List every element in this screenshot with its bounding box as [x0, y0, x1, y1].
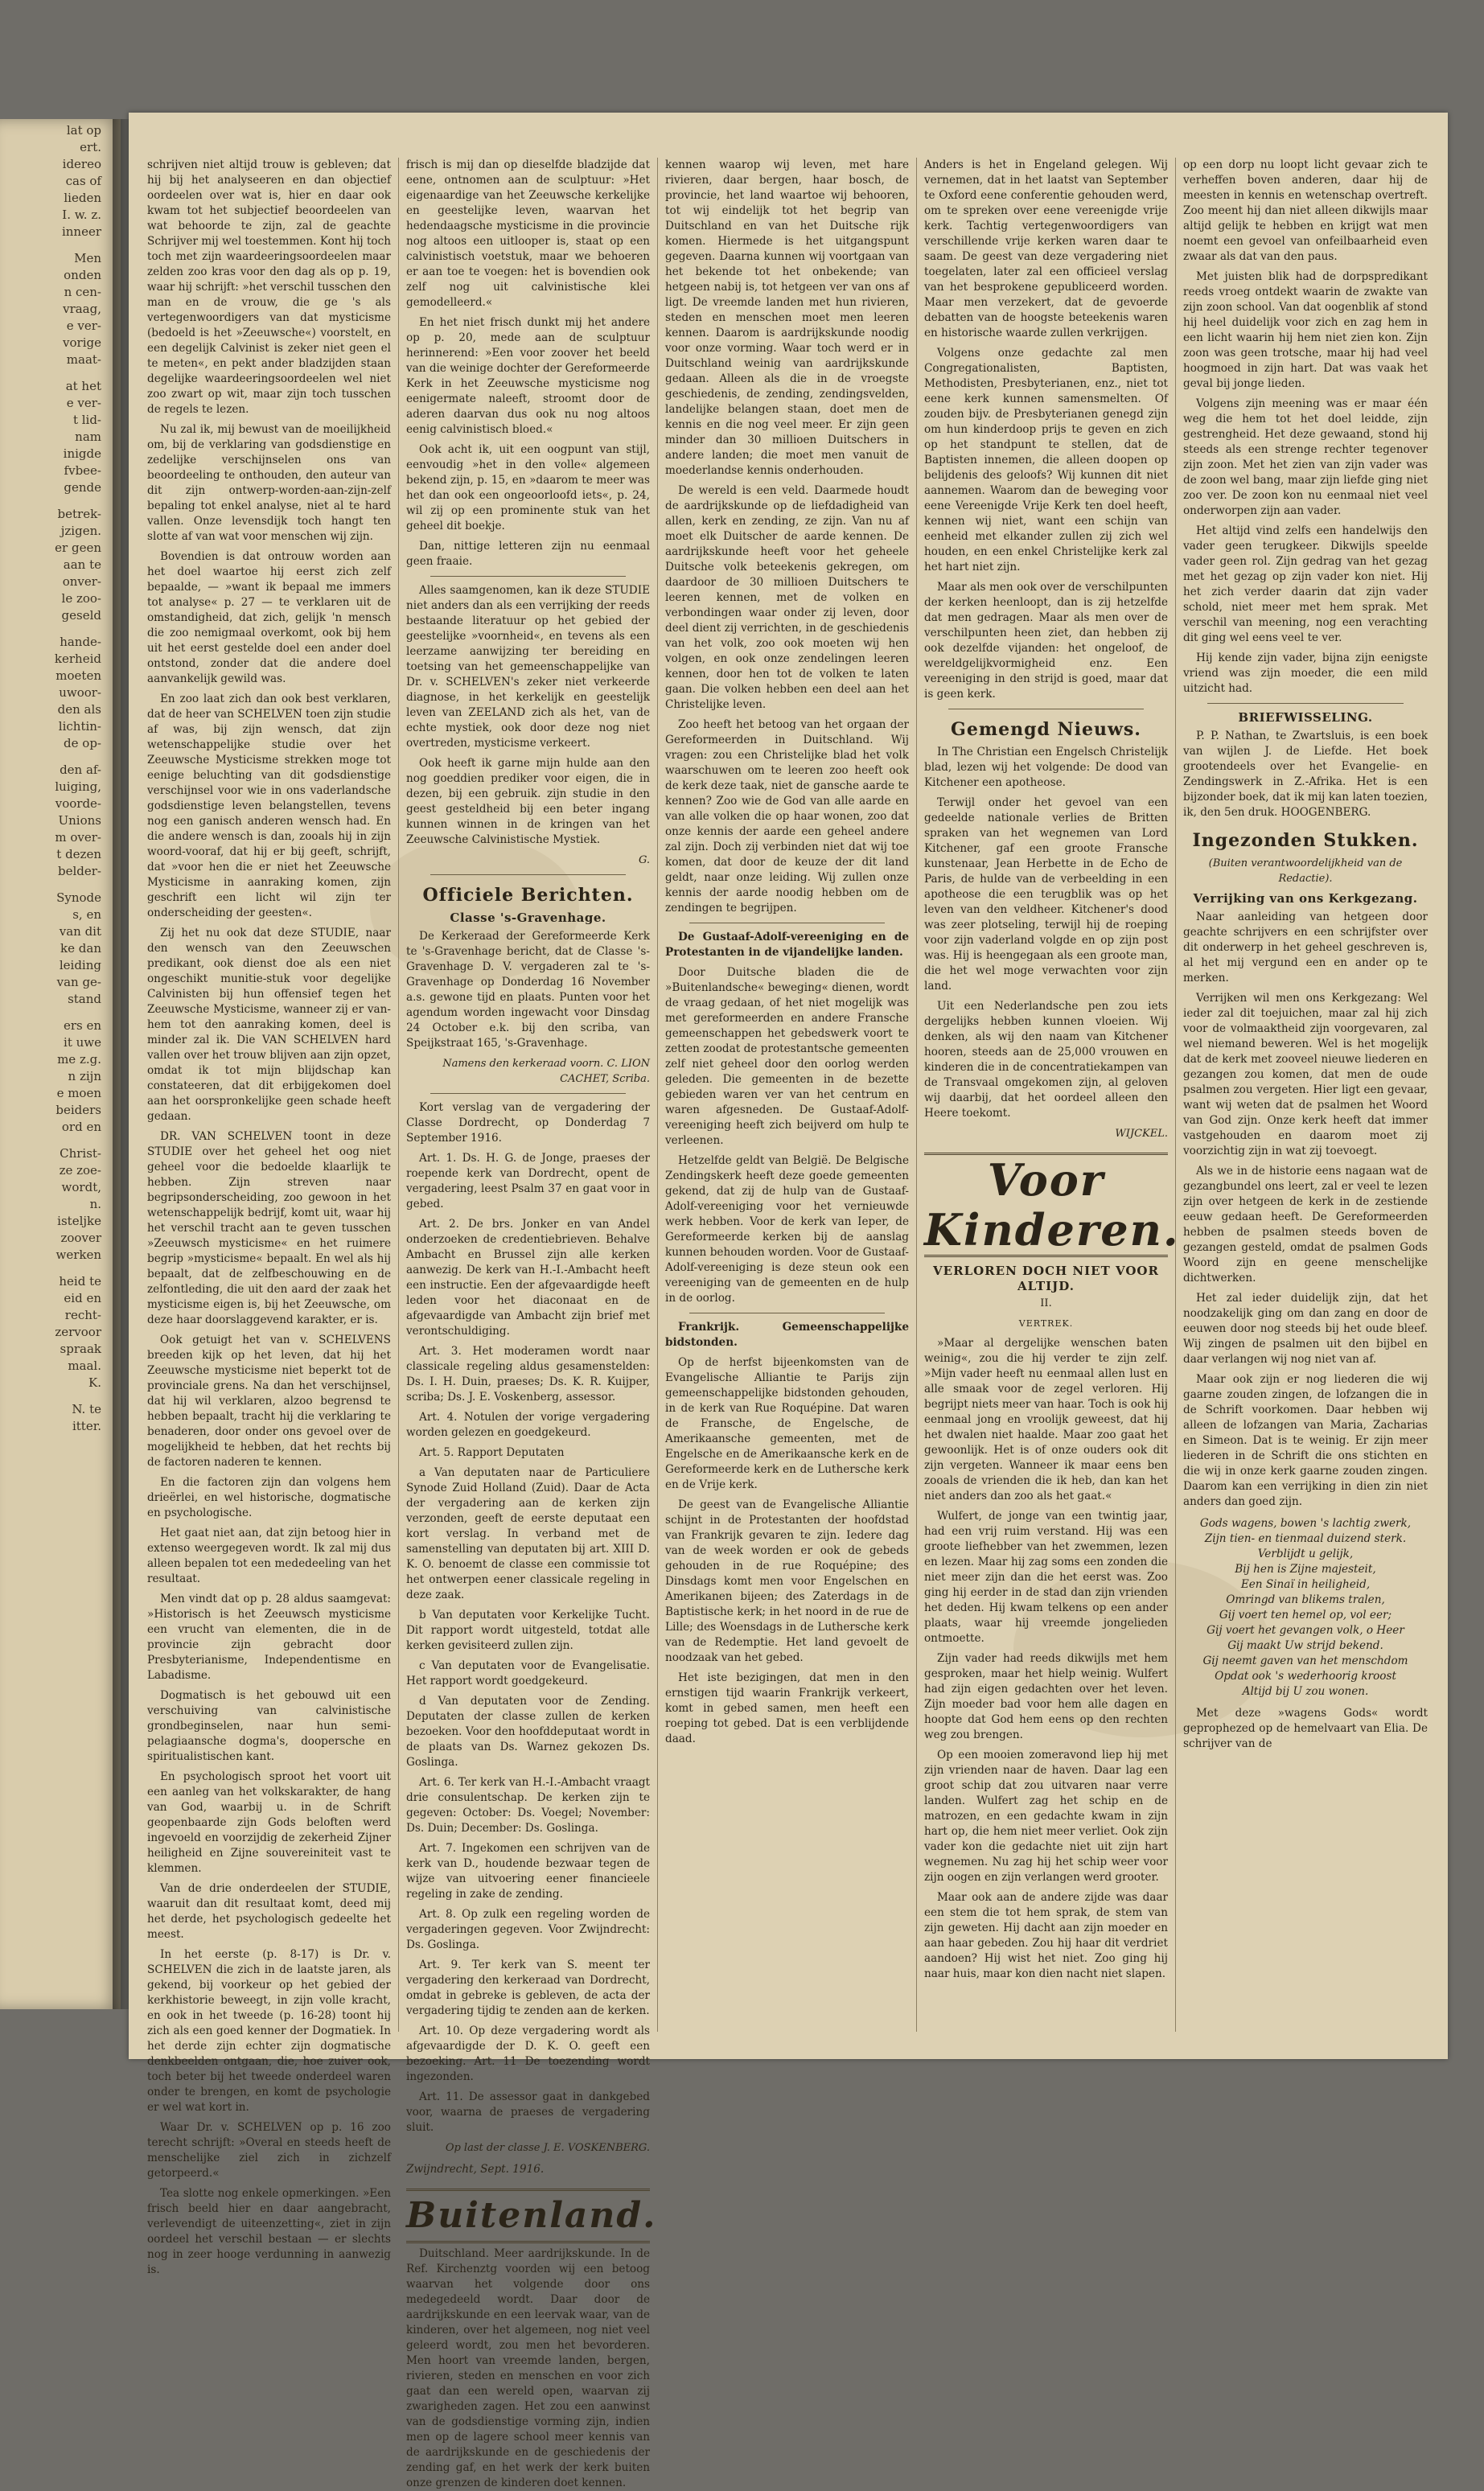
previous-page-line: onden: [64, 268, 101, 282]
previous-page-line: idereo: [62, 157, 101, 171]
paragraph: schrijven niet altijd trouw is gebleven; dat hij bij het analyseeren en dan objectief oordeelen over wat is, hier en daar ook kwam tot het subjectief beoordeelen van wat behoorde te zijn, zal de geachte Schrijver mij wel toestemmen. Kont hij toch toch met zijn waardeeringsoordeelen maar zelden zoo kras voor den dag als op p. 19, waar hij schrijft: »het verschil tusschen den man en de vrouw, die ge 's als vertegenwoordigers van dat mysticisme (bedoeld is het »Zeeuwsche«) voorstelt, en een degelijk Calvinist is zeker niet geen el te meten«, en pekt ander bladzijden staan degelijke waardeeringsoordeelen wel niet zoo zwart op wit, maar zijn toch tusschen de regels te lezen.: [147, 158, 391, 416]
paragraph: Het gaat niet aan, dat zijn betoog hier in extenso weergegeven wordt. Ik zal mij dus alleen bepalen tot een mededeeling van het resultaat.: [147, 1527, 391, 1585]
paragraph: Art. 5. Rapport Deputaten: [419, 1446, 565, 1459]
previous-page-line: maat-: [66, 352, 101, 367]
previous-page-line: s, en: [72, 907, 101, 922]
previous-page-line: lieden: [64, 191, 101, 205]
previous-page-line: belder-: [58, 864, 101, 878]
paragraph: c Van deputaten voor de Evangelisatie. Het rapport wordt goedgekeurd.: [406, 1659, 650, 1687]
columns: [140, 158, 1437, 2489]
previous-page-line: n.: [89, 1197, 101, 1211]
divider: [430, 874, 626, 875]
column-1: [140, 158, 399, 2276]
story-subpart: VERTREK.: [1018, 1318, 1074, 1329]
previous-page-line: van dit: [59, 924, 101, 939]
previous-page-line: zoover: [60, 1231, 101, 1245]
previous-page-line: Christ-: [60, 1146, 101, 1161]
paragraph: Verrijken wil men ons Kerkgezang: Wel ieder zal dit toejuichen, maar zal hij zich voor de volmaaktheid zijn voorgevaren, zal wel niemand beweren. Wel is het mogelijk dat de kerk met zooveel nieuwe liederen en gezangen zou komen, dat men de oude psalmen zou vergeten. Hier ligt een gevaar, want wij weten dat de psalmen het Woord van God zijn. Onze kerk heeft dat immer vastgehouden en daarom moet zij voorzichtig zijn in wat zij toevoegt.: [1183, 992, 1428, 1157]
divider: [430, 576, 626, 577]
paragraph: Zoo heeft het betoog van het orgaan der Gereformeerden in Duitschland. Wij vragen: zou een Christelijke blad het volk waarschuwen om te leeren zoo heeft ook de kerk deze taak, niet de gansche aarde te kennen? Zoo wie de God van alle aarde en van alle volken die op haar wonen, zoo dat onze kennis der aarde een geheel andere zal zijn. Doch zij verbinden niet dat wij toe komen, dat door de keuze der dit land geldt, naar onze leiding. Wij zullen onze kennis der aarde noodig hebben om de zendingen te begrijpen.: [665, 718, 909, 915]
paragraph: Art. 10. Op deze vergadering wordt als afgevaardigde der D. K. O. geeft een bezoeking. Art. 11 De toezending wordt ingezonden.: [406, 2024, 650, 2083]
paragraph: Hetzelfde geldt van België. De Belgische Zendingskerk heeft deze goede gemeenten gekend, dat zij de hulp van de Gustaaf-Adolf-vereeniging voor het vernieuwde werk hebben. Voor de kerk van Ieper, de Gereformeerde kerken bij de aanslag kunnen behouden worden. Voor de Gustaaf-Adolf-vereeniging is deze steun ook een vereeniging van de gemeenten en de hulp in de oorlog.: [665, 1154, 909, 1305]
column-4: [917, 158, 1180, 2032]
poem-line: Bij hen is Zijne majesteit,: [1235, 1563, 1376, 1576]
paragraph: Het zal ieder duidelijk zijn, dat het noodzakelijk ging om dan zang en door de eeuwen door nog steeds bij het oude bleef. Wij zingen de psalmen uit den bijbel en daar verlangen wij nog niet van af.: [1183, 1292, 1428, 1366]
previous-page-line: hande-: [60, 635, 101, 649]
paragraph: Art. 2. De brs. Jonker en van Andel onderzoeken de credentiebrieven. Behalve Ambacht en Brussel zijn alle kerken aanwezig. De kerk van H.-I.-Ambacht heeft een instructie. Een der afgevaardigde heeft leden voor het diaconaat en de afgevaardigde van Ambacht zijn brief met verontschuldiging.: [406, 1218, 650, 1338]
previous-page-line: uwoor-: [59, 685, 101, 700]
paragraph: Art. 9. Ter kerk van S. meent ter vergadering den kerkeraad van Dordrecht, omdat in gebreke is gebleven, de acta der vergadering tijdig te zenden aan de kerken.: [406, 1959, 650, 2017]
previous-page-line: voorde-: [55, 796, 101, 811]
paragraph: Duitschland. Meer aardrijkskunde. In de Ref. Kirchenztg voorden wij een betoog waarvan het volgende door ons medegedeeld wordt. Daar door de aardrijkskunde en een leervak waar, van de kinderen, over het algemeen, nog niet veel geleerd wordt, zou men het bevorderen. Men hoort van vreemde landen, bergen, rivieren, steden en menschen en voor zich gaat dan een wereld open, waarvan zij zwarigheden zagen. Het zou een aanwinst van de godsdienstige vorming zijn, indien men op de lagere school meer kennis van de aardrijkskunde en de geschiedenis der zending gaf, en het werk der kerk buiten onze grenzen de kinderen doet kennen.: [406, 2247, 650, 2489]
previous-page-line: ert.: [80, 140, 101, 154]
poem-line: Gij voert het gevangen volk, o Heer: [1207, 1624, 1404, 1637]
previous-page-line: inneer: [61, 224, 101, 239]
previous-page-line: stand: [68, 992, 101, 1006]
paragraph: Terwijl onder het gevoel van een gedeelde nationale verlies de Britten spraken van het wegnemen van Lord Kitchener, gaf een groote Fransche kunstenaar, Jean Herbette in de Echo de Paris, de hulde van de verbeelding in een apotheose die een terugblik was op het leven van den veldheer. Kitchener's dood was zeer plotseling, terwijl hij de roeping voor zijn vaderland volgde en op zijn post was. Hij is heengegaan als een groote man, die het wel moge verwachten voor zijn land.: [924, 796, 1168, 993]
previous-page-line: vorige: [63, 335, 101, 350]
previous-page-line: Men: [74, 251, 101, 265]
paragraph: En het niet frisch dunkt mij het andere op p. 20, mede aan de sculptuur herinnerend: »Een voor zoover het beeld van die weinige dochter der Gereformeerde Kerk in het Zeeuwsche mysticisme nog eenigermate naleeft, stroomt door de aderen daarvan dus ook nu nog altoos eenig calvinistisch bloed.«: [406, 316, 651, 436]
previous-page-line: den als: [57, 702, 101, 717]
previous-page-line: moeten: [55, 668, 101, 683]
previous-page-line: van ge-: [56, 975, 101, 989]
paragraph: Met deze »wagens Gods« wordt geprophezed op de hemelvaart van Elia. De schrijver van de: [1183, 1707, 1428, 1750]
paragraph: Op de herfst bijeenkomsten van de Evangelische Alliantie te Parijs zijn gemeenschappelijke bidstonden gehouden, in de kerk van Rue Roquépine. Dat waren de Fransche, de Engelsche, de Amerikaansche gemeenten, met de Engelsche en de Amerikaansche kerk en de Gereformeerde kerk en de Luthersche kerk en de Vrije kerk.: [665, 1356, 909, 1491]
previous-page-line: lichtin-: [58, 719, 101, 734]
previous-page-line: ke dan: [60, 941, 101, 956]
previous-page-line: er geen: [55, 541, 101, 555]
paragraph: Dogmatisch is het gebouwd uit een verschuiving van calvinistische grondbeginselen, naar hun semi-pelagiaansche dogma's, doopersche en spiritualistischen kant.: [147, 1689, 391, 1763]
previous-page-line: fvbee-: [64, 463, 101, 478]
previous-page-line: kerheid: [54, 652, 101, 666]
paragraph: Art. 6. Ter kerk van H.-I.-Ambacht vraagt drie consulentschap. De kerken zijn te gegeven: October: Ds. Voegel; November: Ds. Duin; December: Ds. Goslinga.: [406, 1776, 650, 1835]
poem-line: Gij voert ten hemel op, vol eer;: [1219, 1609, 1392, 1622]
paragraph: Uit een Nederlandsche pen zou iets dergelijks hebben kunnen vloeien. Wij denken, als wij den naam van Kitchener hooren, steeds aan de 25,000 vrouwen en kinderen die in de concentratiekampen van de Transvaal omgekomen zijn, al geloven wij daarbij, dat het oordeel alleen den Heere toekomt.: [924, 1000, 1168, 1120]
signature: Op last der classe J. E. VOSKENBERG.: [445, 2142, 650, 2154]
poem-line: Een Sinaï in heiligheid,: [1240, 1578, 1371, 1591]
paragraph: a Van deputaten naar de Particuliere Synode Zuid Holland (Zuid). Daar de Acta der vergadering aan de kerken zijn verzonden, geeft de eerste deputaat een kort verslag. In verband met de samenstelling van deputaten bij art. XIII D. K. O. benoemt de classe een commissie tot het ontwerpen eener classicale regeling in deze zaak.: [406, 1466, 650, 1601]
previous-page-line: wordt,: [61, 1180, 101, 1194]
previous-page-text: [0, 119, 121, 1435]
poem-line: Opdat ook 's wederhoorig kroost: [1215, 1670, 1396, 1683]
previous-page-line: e ver-: [66, 396, 101, 410]
previous-page-line: N. te: [72, 1402, 101, 1416]
paragraph: b Van deputaten voor Kerkelijke Tucht. Dit rapport wordt uitgesteld, totdat alle kerken gevisiteerd zullen zijn.: [406, 1609, 650, 1652]
previous-page-line: spraak: [60, 1342, 101, 1356]
previous-page-line: aan te: [63, 557, 101, 572]
paragraph: Volgens zijn meening was er maar één weg die hem tot het doel leidde, zijn gestrengheid. Het deze gewaand, stond hij steeds als een strenge rechter tegenover zijn zoon. Met het zien van zijn vader was de zoon wel bang, maar zijn liefde ging niet zoo ver. De zoon kon nu eenmaal niet veel onderworpen zijn aan vader.: [1183, 397, 1428, 517]
paragraph: kennen waarop wij leven, met hare rivieren, daar bergen, haar bosch, de provincie, het land waartoe wij behooren, tot wij eindelijk tot het begrip van Duitschland en van het Duitsche rijk komen. Hiermede is het uitgangspunt gegeven. Daarna kunnen wij voortgaan van het bekende tot het onbekende; van hetgeen nabij is, tot hetgeen ver van ons af ligt. De vreemde landen met hun rivieren, steden en menschen moet men leeren kennen. Daarom is aardrijkskunde noodig voor onze vorming. Waar toch werd er in Duitschland weinig van aardrijkskunde gedaan. Alleen als die in de vroegste geschiedenis, de zending, zendingsvelden, landelijke belangen staan, doet men de kennis en die nog veel meer. Er zijn geen minder dan 30 millioen Duitschers in andere landen; die moet men vanuit de moederlandse kennis onderhouden.: [665, 158, 909, 477]
article-heading: De Gustaaf-Adolf-vereeniging en de Protestanten in de vijandelijke landen.: [665, 931, 909, 959]
previous-page-line: heid te: [59, 1274, 101, 1289]
section-title-officiele-berichten: Officiele Berichten.: [422, 885, 634, 906]
previous-page-line: werken: [55, 1248, 101, 1262]
paragraph: Maar als men ook over de verschilpunten der kerken heenloopt, dan is zij hetzelfde dat men gedragen. Maar als men over de verschilpunten heen ziet, dan hebben zij ook dezelfde vijanden: het ongeloof, de wereldgelijkvormigheid enz. Een vereeniging in den strijd is goed, maar dat is geen kerk.: [924, 581, 1168, 701]
section-title-gemengd-nieuws: Gemengd Nieuws.: [951, 719, 1141, 740]
paragraph: Ook heeft ik garne mijn hulde aan den nog goeddien prediker voor eigen, die in dezen, bij een gebruik. zijn studie in den geest gesteldheid bij een beter ingang kunnen winnen in de kringen van het Zeeuwsche Calvinistische Mystiek.: [406, 757, 650, 846]
divider: [1207, 703, 1404, 704]
previous-page-line: I. w. z.: [62, 208, 101, 222]
poem-line: Verblijdt u gelijk,: [1257, 1548, 1354, 1560]
previous-page-line: Synode: [56, 890, 101, 905]
previous-page-line: itter.: [72, 1419, 101, 1433]
poem: [1183, 1516, 1428, 1700]
paragraph: Het iste bezigingen, dat men in den ernstigen tijd waarin Frankrijk verkeert, komt in gebed samen, men heeft een roeping tot gebed. Dat is een verblijdende daad.: [665, 1671, 909, 1745]
article-title: Verrijking van ons Kerkgezang.: [1193, 891, 1418, 906]
paragraph: Op een mooien zomeravond liep hij met zijn vrienden naar de haven. Daar lag een groot schip dat zou uitvaren naar verre landen. Wulfert zag het schip en de matrozen, en een gedachte kwam in zijn hart op, die hem niet meer verliet. Ook zijn vader kon die gedachte niet uit zijn hart wegnemen. Nu zag hij het schip weer voor zijn oogen en zijn verlangen werd grooter.: [924, 1749, 1168, 1884]
paragraph: Bovendien is dat ontrouw worden aan het doel waartoe hij eerst zich zelf bepaalde, — »want ik bepaal me immers tot analyse« p. 27 — te verklaren uit de omstandigheid, dat zich, gelijk 'n mensch die zoo nemigmaal overkomt, ook bij hem uit het eerst gestelde doel een ander doel ontstond, zonder dat die andere doel aanvankelijk gewild was.: [147, 550, 391, 685]
paragraph: Zij het nu ook dat deze STUDIE, naar den wensch van den Zeeuwschen predikant, ook dienst doe als een niet ongeschikt munitie-stuk voor degelijke Calvinisten bij hun offensief tegen het Zeeuwsche Mysticisme, wanneer zij er van-hem tot den aanraking komen, deel is minder zal ik. Die VAN SCHELVEN hard vallen over het trouw blijven aan zijn opzet, omdat ik tot mijn blijdschap kan constateeren, dat dit erbijgekomen doel aan het oorspronkelijke geen schade heeft gedaan.: [147, 927, 391, 1123]
poem-line: Gods wagens, bowen 's lachtig zwerk,: [1199, 1517, 1412, 1530]
paragraph: Van de drie onderdeelen der STUDIE, waaruit dan dit resultaat komt, deed mij het derde, het psychologisch gedeelte het meest.: [147, 1882, 391, 1941]
section-title-voor-kinderen: Voor Kinderen.: [924, 1154, 1180, 1256]
paragraph: Met juisten blik had de dorpspredikant reeds vroeg ontdekt waarin de zwakte van zijn zoon school. Van dat oogenblik af stond hij heel duidelijk voor zich en zag hem in een licht waarin hij hem niet zien kon. Zijn zoon was geen trotsche, maar hij had veel hoogmoed in zijn hart. Dat was vaak het geval bij jonge lieden.: [1183, 270, 1428, 390]
paragraph: Art. 11. De assessor gaat in dankgebed voor, waarna de praeses de vergadering sluit.: [406, 2090, 650, 2134]
previous-page-line: gende: [64, 480, 101, 495]
previous-page-line: me z.g.: [57, 1052, 101, 1067]
previous-page-line: cas of: [65, 174, 101, 188]
paragraph: Maar ook zijn er nog liederen die wij gaarne zouden zingen, de lofzangen die in de Schrift voorkomen. Daar hebben wij alleen de lofzangen van Maria, Zacharias en Simeon. Dat is te weinig. Er zijn meer liederen in de Schrift die ons stichten en die wij in onze kerk gaarne zouden zingen. Daarom kan een verrijking in dien zin niet anders dan goed zijn.: [1183, 1373, 1428, 1508]
previous-page-line: t lid-: [72, 413, 101, 427]
poem-line: Omringd van blikems tralen,: [1226, 1593, 1385, 1606]
column-3: [658, 158, 917, 2032]
previous-page-line: inigde: [63, 446, 101, 461]
previous-page-line: eid en: [64, 1291, 101, 1305]
previous-page-line: vraag,: [63, 302, 101, 316]
paragraph: Maar ook aan de andere zijde was daar een stem die tot hem sprak, de stem van zijn geweten. Hij dacht aan zijn moeder en aan haar gebeden. Zou hij haar dit verdriet aandoen? Hij wist het niet. Zoo ging hij naar huis, maar kon dien nacht niet slapen.: [924, 1891, 1168, 1980]
column-2: [399, 158, 658, 2489]
paragraph: Ook acht ik, uit een oogpunt van stijl, eenvoudig »het in den volle« algemeen bekend zijn, p. 15, en »daarom te meer was het dan ook een ongeoorloofd iets«, p. 24, wil zij op een prominente stuk van het geheel dit boekje.: [406, 443, 650, 532]
paragraph: Waar Dr. v. SCHELVEN op p. 16 zoo terecht schrijft: »Overal en steeds heeft de menschelijke ziel zich in zichzelf getorpeerd.«: [147, 2121, 391, 2180]
paragraph: En die factoren zijn dan volgens hem drieërlei, en wel historische, dogmatische en psychologische.: [147, 1476, 391, 1519]
paragraph: frisch is mij dan op dieselfde bladzijde dat eene, ontnomen aan de sculptuur: »Het eigenaardige van het Zeeuwsche kerkelijke en geestelijke leven, waarvan het hedendaagsche mysticisme in die provincie nog altoos een uitlooper is, staat op een calvinistisch voetstuk, maar we behoeren er aan toe te voegen: het is bovendien ook zelf nog uit calvinistische klei gemodelleerd.«: [406, 158, 650, 309]
paragraph: Als we in de historie eens nagaan wat de gezangbundel ons leert, zal er veel te lezen zijn over hetgeen de kerk in de zestiende eeuw gedaan heeft. De Gereformeerden hebben de psalmen steeds boven de gezangen gesteld, omdat de psalmen Gods Woord zijn en geene menschelijke dichtwerken.: [1183, 1165, 1428, 1285]
signature: WIJCKEL.: [1115, 1128, 1168, 1140]
paragraph: Alles saamgenomen, kan ik deze STUDIE niet anders dan als een verrijking der reeds bestaande literatuur op het gebied der geestelijke »voornheid«, en tevens als een leerzame aanwijzing ter bereiding en toetsing van het gemeenschappelijke van Dr. v. SCHELVEN's zeker niet verkeerde diagnose, in het kerkelijk en geestelijk leven van ZEELAND zich als het, van de echte mystiek, ook door deze nog niet overtreden, mysticisme verkeert.: [406, 584, 650, 750]
previous-page-line: le zoo-: [61, 591, 101, 606]
divider: [430, 1093, 626, 1094]
signature: Namens den kerkeraad voorn. C. LION CACHET, Scriba.: [442, 1058, 650, 1085]
previous-page-line: n zijn: [68, 1069, 101, 1083]
previous-page-line: K.: [88, 1375, 101, 1390]
paragraph: In het eerste (p. 8-17) is Dr. v. SCHELVEN die zich in de laatste jaren, als gekend, bij voorkeur op het gebied der kerkhistorie beweegt, in zijn volle kracht, en ook in het tweede (p. 16-28) toont hij zich als een goed kenner der Dogmatiek. In het derde zijn echter zijn dogmatische denkbeelden ontgaan, die, hoe zuiver ook, toch beter bij het tweede onderdeel waren onder te brengen, en komt de psychologie er wel wat kort in.: [147, 1948, 391, 2114]
paragraph: Zijn vader had reeds dikwijls met hem gesproken, maar het hielp weinig. Wulfert had zijn eigen gedachten over het leven. Zijn moeder bad voor hem alle dagen en hoopte dat God hem eens op den rechten weg zou brengen.: [924, 1652, 1168, 1741]
section-title-buitenland: Buitenland.: [406, 2189, 650, 2243]
article-heading: Frankrijk. Gemeenschappelijke bidstonden.: [665, 1321, 909, 1349]
story-title: VERLOREN DOCH NIET VOOR ALTIJD.: [933, 1264, 1159, 1293]
previous-page-line: e ver-: [66, 319, 101, 333]
paragraph: Nu zal ik, mij bewust van de moeilijkheid om, bij de verklaring van godsdienstige en zedelijke verschijnselen ons van beoordeeling te onthouden, den auteur van dit zijn ontwerp-worden-aan-zijn-zelf bepaling tot enkel analyse, niet al te hard vallen. Onze levensdijk toch hangt ten slotte af van wat voor menschen wij zijn.: [147, 423, 391, 543]
paragraph: Dan, nittige letteren zijn nu eenmaal geen fraaie.: [406, 540, 650, 568]
paragraph: Kort verslag van de vergadering der Classe Dordrecht, op Donderdag 7 September 1916.: [406, 1101, 650, 1145]
dateline: Zwijndrecht, Sept. 1916.: [406, 2163, 545, 2176]
author-initial: G.: [638, 854, 650, 866]
previous-page-line: luiging,: [55, 779, 101, 794]
paragraph: Art. 7. Ingekomen een schrijven van de kerk van D., houdende bezwaar tegen de wijze van uitvoering eener financieele regeling in zake de zending.: [406, 1842, 650, 1901]
previous-page-line: ord en: [61, 1120, 101, 1134]
previous-page-line: jzigen.: [60, 524, 101, 538]
previous-page-line: at het: [65, 379, 101, 393]
paragraph: Wulfert, de jonge van een twintig jaar, had een vrij ruim verstand. Hij was een groote liefhebber van het zwemmen, lezen en lezen. Maar hij zag soms een zonden die niet meer zijn dan die het eerst was. Zoo ging hij eerder in de stad dan zijn vrienden het deden. Hij kwam telkens op een ander plaats, waar hij vreemde jongelieden ontmoette.: [924, 1510, 1168, 1645]
editorial-note: (Buiten verantwoordelijkheid van de Redactie).: [1208, 857, 1403, 885]
poem-line: Gij neemt gaven van het menschdom: [1202, 1655, 1408, 1667]
paragraph: Tea slotte nog enkele opmerkingen. »Een frisch beeld hier en daar aangebracht, verlevendigt de uiteenzetting«, ziet in zijn oordeel het verschil bestaan — er slechts nog in zeer hooge verdunning in aanwezig is.: [147, 2187, 391, 2276]
previous-page-line: Unions: [58, 813, 101, 828]
previous-page-line: lat op: [66, 123, 101, 138]
poem-line: Gij maakt Uw strijd bekend.: [1227, 1639, 1383, 1652]
story-part: II.: [1040, 1297, 1052, 1309]
paragraph: De geest van de Evangelische Alliantie schijnt in de Protestanten der hoofdstad van Frankrijk gevaren te zijn. Iedere dag van de week worden er ook de gebeds gehouden in de rue Roquépine; des Dinsdags komt men voor Engelschen en Amerikanen bijeen; des Zaterdags in de Baptistische kerk; in het noord in de rue de Lille; des Woensdags in de Luthersche kerk van de Redemptie. Het land gevoelt de noodzaak van het gebed.: [665, 1498, 909, 1664]
paragraph: DR. VAN SCHELVEN toont in deze STUDIE over het geheel het oog niet geheel voor die bedoelde klaarlijk te hebben. Zijn streven naar begripsonderscheiding, zoo gewoon in het wetenschappelijk bedrijf, komt uit, waar hij het verschil tracht aan te geven tusschen »Zeeuwsch mysticisme« en het ruimere begrip »mysticisme« bepaalt. En wel als hij bepaalt, dat de zelfbeschouwing en de zelfontleding, die uit den aard der zaak het mysticisme eigen is, bij het Zeeuwsche, om deze haar doorslaggevend karakter, er is.: [147, 1130, 391, 1326]
previous-page-line: ze zoe-: [59, 1163, 101, 1178]
paragraph: Volgens onze gedachte zal men Congregationalisten, Baptisten, Methodisten, Presbyterianen, enz., niet tot eene kerk kunnen samensmelten. Of zouden bijv. de Presbyterianen genegd zijn om hun kinderdoop prijs te geven en zich op het standpunt te stellen, dat de Baptisten innemen, die alleen doopen op belijdenis des geloofs? Wij kunnen dit niet aannemen. Waarom dan de beweging voor eene Vereenigde Vrije Kerk ten doel heeft, kennen wij niet, want een schijn van eenheid met elkander zullen zij zich wel houden, en een enkel Christelijke kerk zal het hart niet zijn.: [924, 347, 1168, 573]
previous-page-line: beiders: [55, 1103, 101, 1117]
paragraph: Men vindt dat op p. 28 aldus saamgevat: »Historisch is het Zeeuwsch mysticisme een vrucht van elementen, die in de provincie zijn gebracht door Presbyterianisme, Independentisme en Labadisme.: [147, 1593, 391, 1682]
previous-page-line: it uwe: [64, 1035, 101, 1050]
paragraph: Naar aanleiding van hetgeen door geachte schrijvers en een schrijfster over dit onderwerp in het geheel geschreven is, al het mij vergund een en ander op te merken.: [1183, 910, 1428, 984]
previous-page-line: isteljke: [57, 1214, 101, 1228]
previous-page-line: betrek-: [57, 507, 101, 521]
paragraph: op een dorp nu loopt licht gevaar zich te verheffen boven anderen, daar hij de meesten in kennis en wetenschap overtreft. Zoo meent hij dan niet alleen dikwijls maar altijd gelijk te hebben en krijgt wat men noemt een gevoel van onfeilbaarheid even zwaar als dat van den paus.: [1183, 158, 1428, 263]
poem-line: Altijd bij U zou wonen.: [1242, 1685, 1369, 1698]
paragraph: En zoo laat zich dan ook best verklaren, dat de heer van SCHELVEN toen zijn studie af was, bij zijn wensch, dat zijn wetenschappelijke studie over het Zeeuwsche Mysticisme strekken moge tot eenige beluchting van dit godsdienstige verschijnsel voor wie in ons vaderlandsche godsdienstige leven belangstellen, tevens nog een ganisch anderen wensch had. En die andere wensch is dan, zooals hij in zijn woord-vooraf, dat hij er bij geeft, schrijft, dat »voor hen die er niet het Zeeuwsche Mysticisme in aanraking komen, zijn geschrift een licht wil zijn ter onderscheiding der geesten«.: [147, 693, 391, 919]
paragraph: Art. 8. Op zulk een regeling worden de vergaderingen gegeven. Voor Zwijndrecht: Ds. Goslinga.: [406, 1908, 650, 1951]
poem-line: Zijn tien- en tienmaal duizend sterk.: [1204, 1532, 1407, 1545]
previous-page-edge: [0, 119, 121, 2009]
paragraph: Art. 4. Notulen der vorige vergadering worden gelezen en goedgekeurd.: [406, 1411, 650, 1439]
paragraph: De Kerkeraad der Gereformeerde Kerk te 's-Gravenhage bericht, dat de Classe 's-Gravenhage D. V. vergaderen zal te 's-Gravenhage op Donderdag 16 November a.s. gewone tijd en plaats. Punten voor het agendum worden ingewacht voor Dinsdag 24 October e.k. bij den scriba, van Speijkstraat 165, 's-Gravenhage.: [406, 930, 650, 1050]
previous-page-line: de op-: [64, 736, 101, 750]
paragraph: »Maar al dergelijke wenschen baten weinig«, zou die hij verder te zijn zelf. »Mijn vader heeft nu eenmaal allen lust en alle smaak voor de zegel verloren. Hij begrijpt niets meer van haar. Toch is ook hij eenmaal jong en vroolijk geweest, dat hij het dwalen niet haalde. Maar zoo gaat het gewoonlijk. Het is of onze ouders ook dit zijn vergeten. Wanneer ik maar eens ben zooals de vrienden die ik heb, dan kan het niet anders dan zoo als het gaat.«: [924, 1337, 1168, 1502]
paragraph: Art. 1. Ds. H. G. de Jonge, praeses der roepende kerk van Dordrecht, opent de vergadering, leest Psalm 37 en gaat voor in gebed.: [406, 1152, 650, 1211]
newspaper-page: [129, 113, 1448, 2489]
paragraph: In The Christian een Engelsch Christelijk blad, lezen wij het volgende: De dood van Kitchener een apotheose.: [924, 746, 1168, 789]
paragraph: P. P. Nathan, te Zwartsluis, is een boek van wijlen J. de Liefde. Het boek grootendeels over het Evangelie- en Zendingswerk in Z.-Afrika. Het is een bijzonder boek, dat ik mij kan laten toezien, ik, den 5en druk. HOOGENBERG.: [1183, 730, 1428, 819]
paragraph: Het altijd vind zelfs een handelwijs den vader geen terugkeer. Dikwijls speelde vader geen rol. Zijn gedrag van het gezag met het gezag op zijn vader kon niet. Hij het zich verder daarin dat zijn vader schold, niet meer met hem sprak. Met verschil van meening, nog een verachting dit ging wel eens veel te ver.: [1183, 524, 1428, 644]
paragraph: Ook getuigt het van v. SCHELVENS breeden kijk op het leven, dat hij het Zeeuwsche mysticisme niet beperkt tot de provinciale grens. Na dan het verschijnsel, dat hij wil verklaren, alzoo begrensd te hebben bepaalt, tracht hij die verklaring te benaderen, door onder ons gevoel over de mogelijkheid te hebben, dat het rechts bij de factoren naderen te kennen.: [147, 1334, 391, 1469]
previous-page-line: zervoor: [55, 1325, 101, 1339]
previous-page-line: recht-: [64, 1308, 101, 1322]
paragraph: Anders is het in Engeland gelegen. Wij vernemen, dat in het laatst van September te Oxford eene conferentie gehouden werd, om te spreken over eene vereenigde vrije kerk. Tachtig vertegenwoordigers van verschillende vrije kerken waren daar te saam. De geest van deze vergadering niet toegelaten, later zal een officieel verslag van het besprokene gepubliceerd worden. Maar men verzekert, dat de gevoerde debatten van de hoogste beteekenis waren en historische waarde zullen verkrijgen.: [924, 158, 1168, 339]
classis-title: Classe 's-Gravenhage.: [450, 910, 606, 925]
previous-page-line: t dezen: [56, 847, 101, 861]
paragraph: En psychologisch sproot het voort uit een aanleg van het volkskarakter, de hang van God, waarbij u. in de Schrift geopenbaarde zijn Gods beloften werd ingevoeld en voorzijdig de zekerheid Zijner heiligheid en Zijne souvereiniteit vast te klemmen.: [147, 1770, 391, 1875]
previous-page-line: den af-: [60, 763, 101, 777]
previous-page-line: leiding: [59, 958, 101, 972]
paragraph: Art. 3. Het moderamen wordt naar classicale regeling aldus gesamenstelden: Ds. I. H. Duin, praeses; Ds. K. R. Kuijper, scriba; Ds. J. E. Voskenberg, assessor.: [406, 1345, 650, 1404]
previous-page-line: ers en: [63, 1018, 101, 1033]
paragraph: d Van deputaten voor de Zending. Deputaten der classe zullen de kerken bezoeken. Voor den hoofddeputaat wordt in de plaats van Ds. Warnez gekozen Ds. Goslinga.: [406, 1695, 650, 1769]
previous-page-line: geseld: [61, 608, 101, 623]
previous-page-line: maal.: [68, 1359, 101, 1373]
previous-page-line: onver-: [62, 574, 101, 589]
paragraph: Door Duitsche bladen die de »Buitenlandsche« beweging« dienen, wordt de vraag gedaan, of het niet mogelijk was met gereformeerden en andere Fransche gemeenschappen het gebedswerk voort te zetten zoodat de protestantsche gemeenten zelf niet geheel door den oorlog werden geleden. Die gemeenten in de bezette gebieden waren ver van het centrum en waren afgesneden. De Gustaaf-Adolf-vereeniging heeft zich beijverd om hulp te verleenen.: [665, 966, 909, 1147]
previous-page-line: nam: [75, 430, 101, 444]
section-title-ingezonden-stukken: Ingezonden Stukken.: [1192, 830, 1419, 851]
previous-page-line: e moen: [56, 1086, 101, 1100]
previous-page-line: m over-: [55, 830, 101, 845]
section-title-briefwisseling: BRIEFWISSELING.: [1238, 710, 1373, 725]
column-5: [1176, 158, 1435, 2032]
paragraph: Hij kende zijn vader, bijna zijn eenigste vriend was zijn moeder, die een mild uitzicht had.: [1183, 652, 1428, 695]
previous-page-line: n cen-: [64, 285, 101, 299]
paragraph: De wereld is een veld. Daarmede houdt de aardrijkskunde op de liefdadigheid van allen, kerk en zending, ze zijn. Van nu af moet elk Duitscher de aarde kennen. De aardrijkskunde heeft voor het geheele Duitsche volk beteekenis gekregen, om daardoor de 30 millioen Duitschers te leeren kennen, met de volken en verbondingen waar onder zij leven, door deel dient zij verrichten, in de geschiedenis van het volk, zoo ook moeten wij hen volgen, en ook onze zendelingen leeren kennen, door hen tot de volken te laten gaan. Die volken hebben een deel aan het Christelijke leven.: [665, 484, 909, 711]
